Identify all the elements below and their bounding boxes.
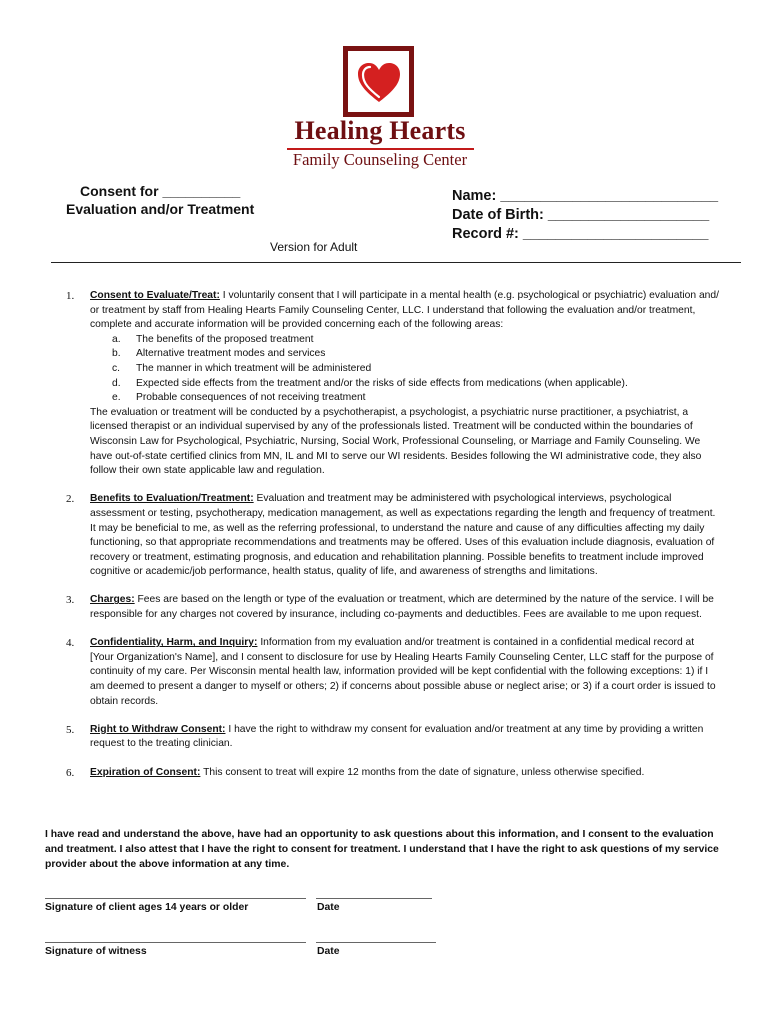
sub-text: Probable consequences of not receiving treatment <box>136 392 366 404</box>
date-label-1: Date <box>317 902 340 913</box>
version-label: Version for Adult <box>270 240 358 254</box>
sub-text: The benefits of the proposed treatment <box>136 333 314 345</box>
sub-letter: a. <box>112 333 121 345</box>
consent-item <box>66 636 720 709</box>
item-text: I have the right to withdraw my consent for evaluation and/or treatment at any time by providing a written request to the treating clinician. <box>90 723 704 750</box>
sub-list-item <box>90 347 720 362</box>
sub-text: Expected side effects from the treatment and/or the risks of side effects from medications (when applicable). <box>136 377 628 389</box>
item-text: Fees are based on the length or type of the evaluation or treatment, which are determined by the nature of the service. I will be responsible for any charges not covered by insurance, including co-payments and deductibles. Fees are available to me upon request. <box>90 594 714 621</box>
witness-signature-label: Signature of witness <box>45 946 147 957</box>
consent-item <box>66 766 720 781</box>
consent-item <box>66 492 720 580</box>
logo-box <box>343 46 414 117</box>
item-heading: Charges: <box>90 594 135 606</box>
consent-title: Consent for __________ <box>80 183 241 199</box>
dob-field[interactable]: Date of Birth: ____________________ <box>452 207 710 223</box>
attestation-statement: I have read and understand the above, have had an opportunity to ask questions about this information, and I consent to the evaluation and treatment. I also attest that I have the right to consent for treatment. I understand that I have the right to ask questions of my service provider about the above information at any time. <box>45 829 719 870</box>
item-number: 3. <box>66 594 75 607</box>
date-line-2[interactable] <box>316 942 436 943</box>
sub-list-item <box>90 377 720 392</box>
sub-list-item <box>90 362 720 377</box>
client-signature-line[interactable] <box>45 898 306 899</box>
consent-item <box>66 289 720 479</box>
item-heading: Confidentiality, Harm, and Inquiry: <box>90 637 258 649</box>
record-field[interactable]: Record #: _______________________ <box>452 226 709 242</box>
date-label-2: Date <box>317 946 340 957</box>
item-heading: Consent to Evaluate/Treat: <box>90 290 220 301</box>
sub-list-item <box>90 333 720 348</box>
client-signature-label: Signature of client ages 14 years or older <box>45 902 249 913</box>
consent-items <box>66 289 720 794</box>
item-number: 6. <box>66 766 75 779</box>
logo-subtitle: Family Counseling Center <box>292 150 468 169</box>
consent-subtitle: Evaluation and/or Treatment <box>66 201 255 217</box>
item-text: This consent to treat will expire 12 months from the date of signature, unless otherwise specified. <box>203 766 645 778</box>
sub-letter: c. <box>112 362 121 374</box>
logo-inner <box>348 51 409 112</box>
item-text: Information from my evaluation and/or treatment is contained in a confidential medical record at [Your Organization's Name], and I consent to disclosure for use by Healing Hearts Family Counseling Center, LLC staff for the purpose of continuity of my care. Per Wisconsin mental health law, information provided will be kept confidential with the following exceptions: 1) if I am deemed to present a danger to myself or others; 2) if concerns about possible abuse or neglect arise; or 3) if a court order is issued to obtain records. <box>90 637 716 707</box>
sub-letter: b. <box>112 348 121 360</box>
sub-text: Alternative treatment modes and services <box>136 348 326 360</box>
sub-letter: e. <box>112 392 121 404</box>
name-field[interactable]: Name: ___________________________ <box>452 188 719 204</box>
header-divider <box>51 262 741 263</box>
item-number: 1. <box>66 290 75 302</box>
sub-list-item <box>90 391 720 406</box>
consent-item <box>66 723 720 752</box>
patient-id-block <box>452 187 718 244</box>
consent-item <box>66 593 720 622</box>
sub-text: The manner in which treatment will be administered <box>136 362 372 374</box>
item-text: Evaluation and treatment may be administered with psychological interviews, psychological assessment or testing, psychotherapy, medication management, as well as expectations regarding the length and frequency of treatment. It may be beneficial to me, as well as the referring professional, to understand the nature and cause of any difficulties affecting my daily functioning, so that appropriate recommendations and treatments may be offered. Uses of this evaluation include diagnosis, evaluation of recovery or treatment, estimating prognosis, and education and rehabilitation planning. Possible benefits to treatment include improved cognitive or academic/job performance, health status, quality of life, and awareness of strengths and limitations. <box>90 493 716 578</box>
sub-list <box>90 333 720 406</box>
item-number: 4. <box>66 637 75 650</box>
sub-letter: d. <box>112 377 121 389</box>
item-heading: Right to Withdraw Consent: <box>90 723 226 735</box>
witness-signature-line[interactable] <box>45 942 306 943</box>
item-number: 5. <box>66 723 75 736</box>
item-number: 2. <box>66 493 75 506</box>
heart-icon <box>356 61 402 105</box>
item-text: I voluntarily consent that I will participate in a mental health (e.g. psychological or psychiatric) evaluation and/ or treatment by staff from Healing Hearts Family Counseling Center, LLC. I understand that following the evaluation and/or treatment, complete and accurate information will be provided concerning each of the following areas: <box>90 290 719 331</box>
logo-title: Healing Hearts <box>294 116 466 145</box>
date-line-1[interactable] <box>316 898 432 899</box>
item-heading: Benefits to Evaluation/Treatment: <box>90 493 254 505</box>
item-text-continued: The evaluation or treatment will be conducted by a psychotherapist, a psychologist, a psychiatric nurse practitioner, a psychiatrist, a licensed therapist or an individual supervised by any of the professionals listed. Treatment will be conducted within the boundaries of Wisconsin Law for Psychological, Psychiatric, Nursing, Social Work, Professional Counseling, or Marriage and Family Counseling. We have out-of-state certified clinics from MN, IL and MI to serve our WI residents. Besides following the WI administrative code, they also follow their own state applicable law and regulation. <box>90 406 702 477</box>
item-heading: Expiration of Consent: <box>90 766 201 778</box>
